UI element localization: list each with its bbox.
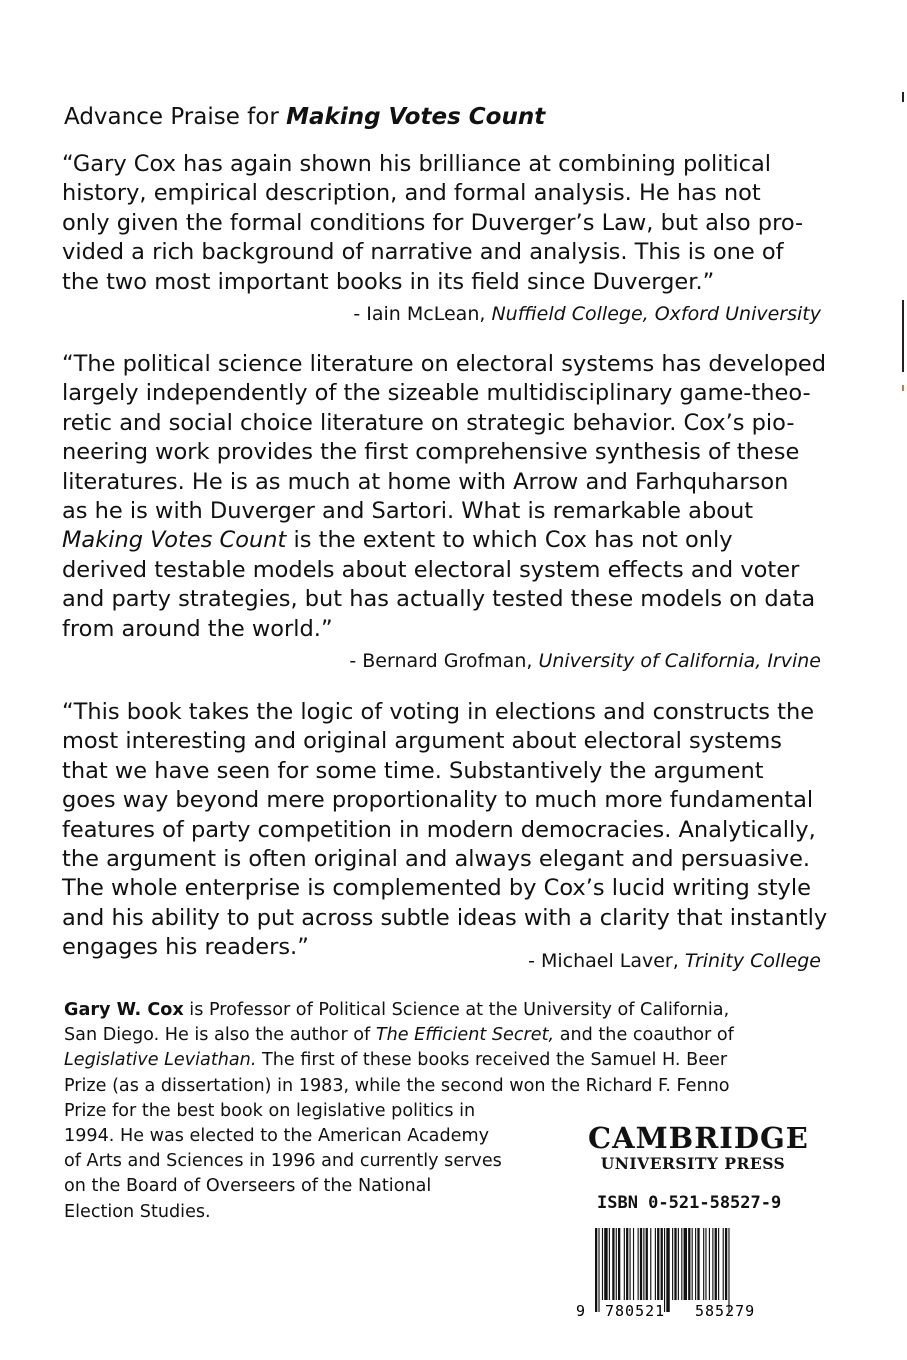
bio-text: and the coauthor of bbox=[554, 1025, 734, 1046]
barcode-bar bbox=[630, 1228, 631, 1300]
attribution-author: - Iain McLean, bbox=[353, 303, 492, 325]
barcode-bar bbox=[664, 1228, 665, 1312]
barcode-bar bbox=[602, 1228, 603, 1300]
quote-line: literatures. He is as much at home with Arrow and Farhquharson bbox=[62, 468, 789, 495]
quote-line: “This book takes the logic of voting in elections and constructs the bbox=[62, 699, 815, 725]
barcode-bar bbox=[640, 1228, 642, 1300]
quote-line: features of party competition in modern democracies. Analytically, bbox=[62, 816, 816, 843]
quote-line: only given the formal conditions for Duverger’s Law, but also pro- bbox=[62, 209, 804, 236]
crop-mark bbox=[902, 92, 904, 102]
crop-mark bbox=[902, 385, 904, 391]
praise-quote-1 bbox=[62, 150, 832, 297]
quote-line: neering work provides the first comprehensive synthesis of these bbox=[62, 439, 800, 466]
barcode-bar bbox=[598, 1228, 599, 1312]
bio-text: San Diego. He is also the author of bbox=[64, 1025, 376, 1046]
barcode-bar bbox=[646, 1228, 648, 1300]
barcode-bar bbox=[674, 1228, 676, 1300]
publisher-logo bbox=[588, 1121, 809, 1174]
barcode-lead-digit: 9 bbox=[576, 1302, 586, 1318]
barcode-bar bbox=[638, 1228, 639, 1300]
bio-line: on the Board of Overseers of the National bbox=[64, 1176, 432, 1197]
barcode-bar bbox=[725, 1228, 727, 1300]
barcode-bar bbox=[712, 1228, 713, 1300]
barcode bbox=[573, 1228, 793, 1318]
quote-line: and party strategies, but has actually tested these models on data bbox=[62, 586, 816, 613]
bio-line bbox=[64, 1048, 734, 1073]
barcode-bar bbox=[718, 1228, 719, 1300]
barcode-bar bbox=[697, 1228, 699, 1300]
bio-line: Prize (as a dissertation) in 1983, while the second won the Richard F. Fenno bbox=[64, 1075, 730, 1096]
barcode-bar bbox=[661, 1228, 663, 1300]
barcode-bar bbox=[624, 1228, 625, 1300]
barcode-bar bbox=[612, 1228, 614, 1300]
quote-line: “The political science literature on electoral systems has developed bbox=[62, 351, 827, 377]
attribution-author: - Bernard Grofman, bbox=[349, 650, 539, 672]
quote-line: The whole enterprise is complemented by Cox’s lucid writing style bbox=[62, 875, 811, 902]
quote-attribution-2 bbox=[349, 650, 821, 672]
attribution-affiliation: Nuffield College, Oxford University bbox=[491, 303, 821, 325]
bio-line bbox=[64, 1023, 734, 1048]
barcode-bar bbox=[715, 1228, 717, 1300]
barcode-bar bbox=[678, 1228, 679, 1300]
bio-text: is Professor of Political Science at the University of California, bbox=[183, 1000, 730, 1020]
barcode-bar bbox=[692, 1228, 693, 1300]
quote-line: history, empirical description, and formal analysis. He has not bbox=[62, 180, 761, 207]
barcode-bars bbox=[595, 1228, 730, 1312]
quote-line: that we have seen for some time. Substantively the argument bbox=[62, 757, 764, 784]
praise-quote-2 bbox=[62, 350, 832, 644]
inline-book-title: Making Votes Count bbox=[62, 527, 287, 554]
crop-mark bbox=[902, 300, 904, 372]
book-title: Making Votes Count bbox=[286, 104, 546, 130]
quote-line: goes way beyond mere proportionality to much more fundamental bbox=[62, 787, 814, 814]
quote-line: from around the world.” bbox=[62, 615, 333, 642]
quote-attribution-3 bbox=[528, 950, 821, 972]
barcode-bar bbox=[703, 1228, 704, 1300]
quote-line-with-title bbox=[62, 526, 832, 555]
barcode-bar bbox=[705, 1228, 706, 1300]
quote-line: engages his readers.” bbox=[62, 934, 309, 961]
barcode-bar bbox=[681, 1228, 682, 1300]
quote-line: as he is with Duverger and Sartori. What is remarkable about bbox=[62, 498, 754, 525]
barcode-bar bbox=[618, 1228, 620, 1300]
barcode-bar bbox=[666, 1228, 669, 1312]
barcode-bar bbox=[709, 1228, 710, 1300]
barcode-bar bbox=[633, 1228, 634, 1300]
bio-line bbox=[64, 998, 734, 1023]
bio-line: of Arts and Sciences in 1996 and currently serves bbox=[64, 1151, 502, 1172]
barcode-bar bbox=[650, 1228, 651, 1300]
isbn-number: ISBN 0-521-58527-9 bbox=[597, 1193, 782, 1213]
bio-line: Election Studies. bbox=[64, 1201, 211, 1222]
quote-line: retic and social choice literature on strategic behavior. Cox’s pio- bbox=[62, 409, 795, 436]
barcode-bar bbox=[626, 1228, 628, 1300]
quote-line: largely independently of the sizeable multidisciplinary game-theo- bbox=[62, 380, 811, 407]
attribution-affiliation: University of California, Irvine bbox=[538, 650, 821, 672]
author-name: Gary W. Cox bbox=[64, 1000, 184, 1020]
praise-heading bbox=[64, 104, 545, 130]
publisher-name: CAMBRIDGE bbox=[588, 1121, 809, 1155]
quote-line: the argument is often original and always elegant and persuasive. bbox=[62, 846, 811, 873]
author-bio bbox=[64, 998, 734, 1225]
attribution-author: - Michael Laver, bbox=[528, 950, 685, 972]
bio-line: 1994. He was elected to the American Academy bbox=[64, 1126, 489, 1147]
barcode-bar bbox=[616, 1228, 617, 1300]
bio-book-title: Legislative Leviathan. bbox=[64, 1050, 257, 1071]
barcode-bar bbox=[604, 1228, 607, 1300]
barcode-left-digits: 780521 bbox=[605, 1302, 666, 1318]
attribution-affiliation: Trinity College bbox=[684, 950, 821, 972]
bio-line: Prize for the best book on legislative politics in bbox=[64, 1100, 476, 1121]
barcode-bar bbox=[723, 1228, 724, 1300]
quote-line: most interesting and original argument about electoral systems bbox=[62, 728, 783, 755]
quote-line: derived testable models about electoral system effects and voter bbox=[62, 556, 800, 583]
quote-line: and his ability to put across subtle ideas with a clarity that instantly bbox=[62, 904, 828, 931]
barcode-bar bbox=[643, 1228, 644, 1300]
barcode-bar bbox=[728, 1228, 729, 1312]
quote-line: “Gary Cox has again shown his brilliance at combining political bbox=[62, 151, 771, 177]
barcode-bar bbox=[684, 1228, 687, 1300]
barcode-bar bbox=[595, 1228, 597, 1312]
bio-text: The first of these books received the Samuel H. Beer bbox=[256, 1050, 728, 1071]
barcode-bar bbox=[609, 1228, 610, 1300]
barcode-bar bbox=[672, 1228, 673, 1300]
quote-attribution-1 bbox=[353, 303, 821, 325]
bio-book-title: The Efficient Secret, bbox=[375, 1025, 555, 1046]
praise-quote-3 bbox=[62, 698, 832, 963]
quote-line-rest: is the extent to which Cox has not only bbox=[286, 527, 733, 554]
quote-line: vided a rich background of narrative and analysis. This is one of bbox=[62, 239, 784, 266]
barcode-bar bbox=[695, 1228, 696, 1300]
barcode-bar bbox=[655, 1228, 656, 1300]
publisher-subtitle: UNIVERSITY PRESS bbox=[600, 1154, 786, 1173]
barcode-bar bbox=[688, 1228, 690, 1300]
barcode-bar bbox=[657, 1228, 659, 1300]
quote-line: the two most important books in its field since Duverger.” bbox=[62, 268, 715, 295]
praise-heading-prefix: Advance Praise for bbox=[64, 104, 287, 130]
barcode-right-digits: 585279 bbox=[695, 1302, 756, 1318]
